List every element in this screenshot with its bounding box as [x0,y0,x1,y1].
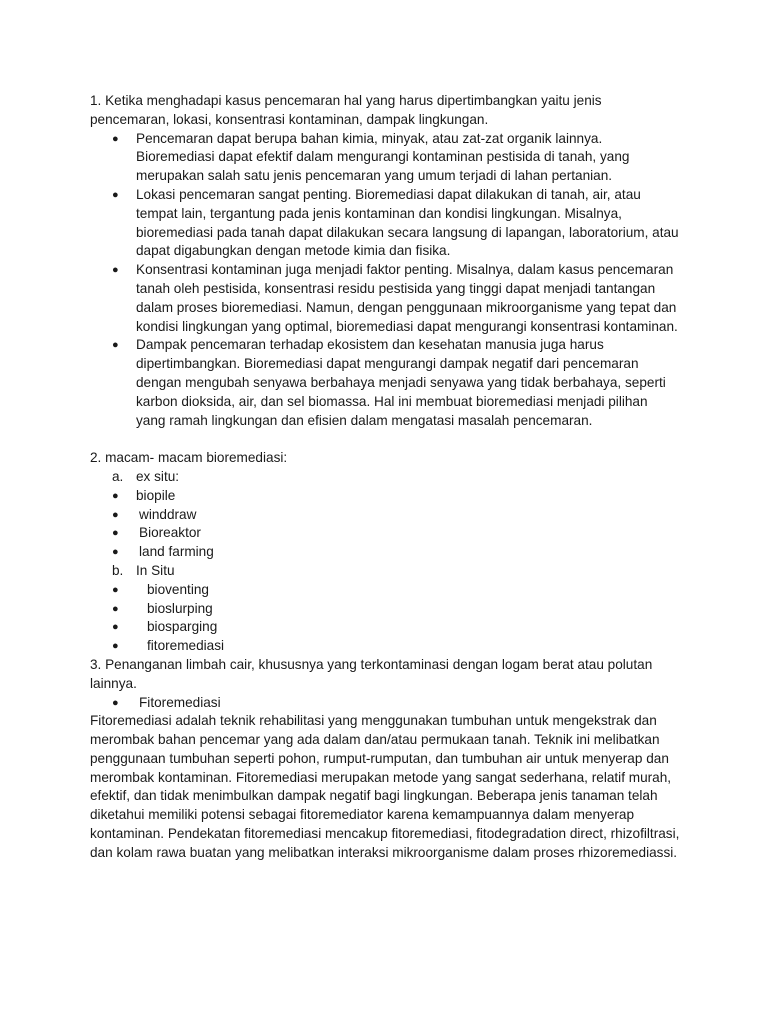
list-item [90,543,680,562]
list-item [90,694,680,713]
section-1-intro: 1. Ketika menghadapi kasus pencemaran hal yang harus dipertimbangkan yaitu jenis pencemaran, lokasi, konsentrasi kontaminan, dampak lingkungan. [90,93,602,127]
bullet-icon: ● [112,546,119,559]
list-item [90,637,680,656]
section-3-intro: 3. Penanganan limbah cair, khususnya yang terkontaminasi dengan logam berat atau polutan lainnya. [90,656,653,691]
list-item-text: bioventing [147,581,209,597]
bullet-icon: ● [112,696,119,709]
list-item [90,130,680,186]
list-item-text: Konsentrasi kontaminan juga menjadi faktor penting. Misalnya, dalam kasus pencemaran tanah oleh pestisida, konsentrasi residu pestisida yang tinggi dapat menjadi tantangan dalam proses bioremediasi. Namun, dengan penggunaan mikroorganisme yang tepat dan kondisi lingkungan yang optimal, bioremediasi dapat mengurangi konsentrasi kontaminan. [136,262,678,334]
bullet-icon: ● [112,188,119,201]
list-item [90,261,680,336]
list-item [90,186,680,261]
document-page [90,92,680,863]
paragraph-spacer [90,430,680,449]
list-item-text: winddraw [139,506,197,522]
list-item-text: biopile [136,487,176,503]
list-item-in-situ [90,562,680,581]
list-item-text: In Situ [136,562,175,578]
bullet-icon: ● [112,640,119,653]
bullet-icon: ● [112,527,119,540]
bullet-icon: ● [112,583,119,596]
list-item [90,524,680,543]
list-item [90,336,680,430]
list-item [90,581,680,600]
list-item-text: Dampak pencemaran terhadap ekosistem dan kesehatan manusia juga harus dipertimbangkan. Bioremediasi dapat mengurangi dampak negatif dari pencemaran dengan mengubah senyawa berbahaya menjadi senyawa yang tidak berbahaya, seperti karbon dioksida, air, dan sel biomassa. Hal ini membuat bioremediasi menjadi pilihan yang ramah lingkungan dan efisien dalam mengatasi masalah pencemaran. [136,337,666,428]
bullet-icon: ● [112,132,119,145]
list-item-text: Fitoremediasi [139,694,221,710]
bullet-icon: ● [112,508,119,521]
list-item-text: biosparging [147,619,218,635]
list-item-text: Bioreaktor [139,525,201,541]
bullet-icon: ● [112,621,119,634]
section-1-bullet-list [90,130,680,431]
list-item-text: Pencemaran dapat berupa bahan kimia, minyak, atau zat-zat organik lainnya. Bioremediasi dapat efektif dalam mengurangi kontaminan pestisida di tanah, yang merupakan salah satu jenis pencemaran yang umum terjadi di lahan pertanian. [136,130,630,184]
list-marker: b. [112,562,124,578]
list-item-text: Lokasi pencemaran sangat penting. Bioremediasi dapat dilakukan di tanah, air, atau tempat lain, tergantung pada jenis kontaminan dan kondisi lingkungan. Misalnya, bioremediasi pada tanah dapat dilakukan secara langsung di lapangan, laboratorium, atau dapat digabungkan dengan metode kimia dan fisika. [136,186,679,259]
list-item-text: bioslurping [147,600,213,616]
section-3-paragraph: Fitoremediasi adalah teknik rehabilitasi yang menggunakan tumbuhan untuk mengekstrak dan merombak bahan pencemar yang ada dalam dan/atau permukaan tanah. Teknik ini melibatkan penggunaan tumbuhan seperti pohon, rumput-rumputan, dan tumbuhan air untuk menyerap dan merombak kontaminan. Fitoremediasi merupakan metode yang sangat sederhana, relatif murah, efektif, dan tidak menimbulkan dampak negatif bagi lingkungan. Beberapa jenis tanaman telah diketahui memiliki potensi sebagai fitoremediator karena kemampuannya dalam menyerap kontaminan. Pendekatan fitoremediasi mencakup fitoremediasi, fitodegradation direct, rhizofiltrasi, dan kolam rawa buatan yang melibatkan interaksi mikroorganisme dalam proses rhizoremediassi. [90,713,680,860]
list-marker: a. [112,468,124,484]
section-2-intro: 2. macam- macam bioremediasi: [90,450,288,466]
list-item-text: land farming [139,544,214,560]
list-item-ex-situ [90,468,680,487]
list-item [90,618,680,637]
list-item [90,506,680,525]
list-item-text: ex situ: [136,468,180,484]
list-item [90,600,680,619]
list-item-text: fitoremediasi [147,638,225,654]
list-item [90,487,680,506]
bullet-icon: ● [112,339,119,352]
bullet-icon: ● [112,489,119,502]
bullet-icon: ● [112,264,119,277]
bullet-icon: ● [112,602,119,615]
